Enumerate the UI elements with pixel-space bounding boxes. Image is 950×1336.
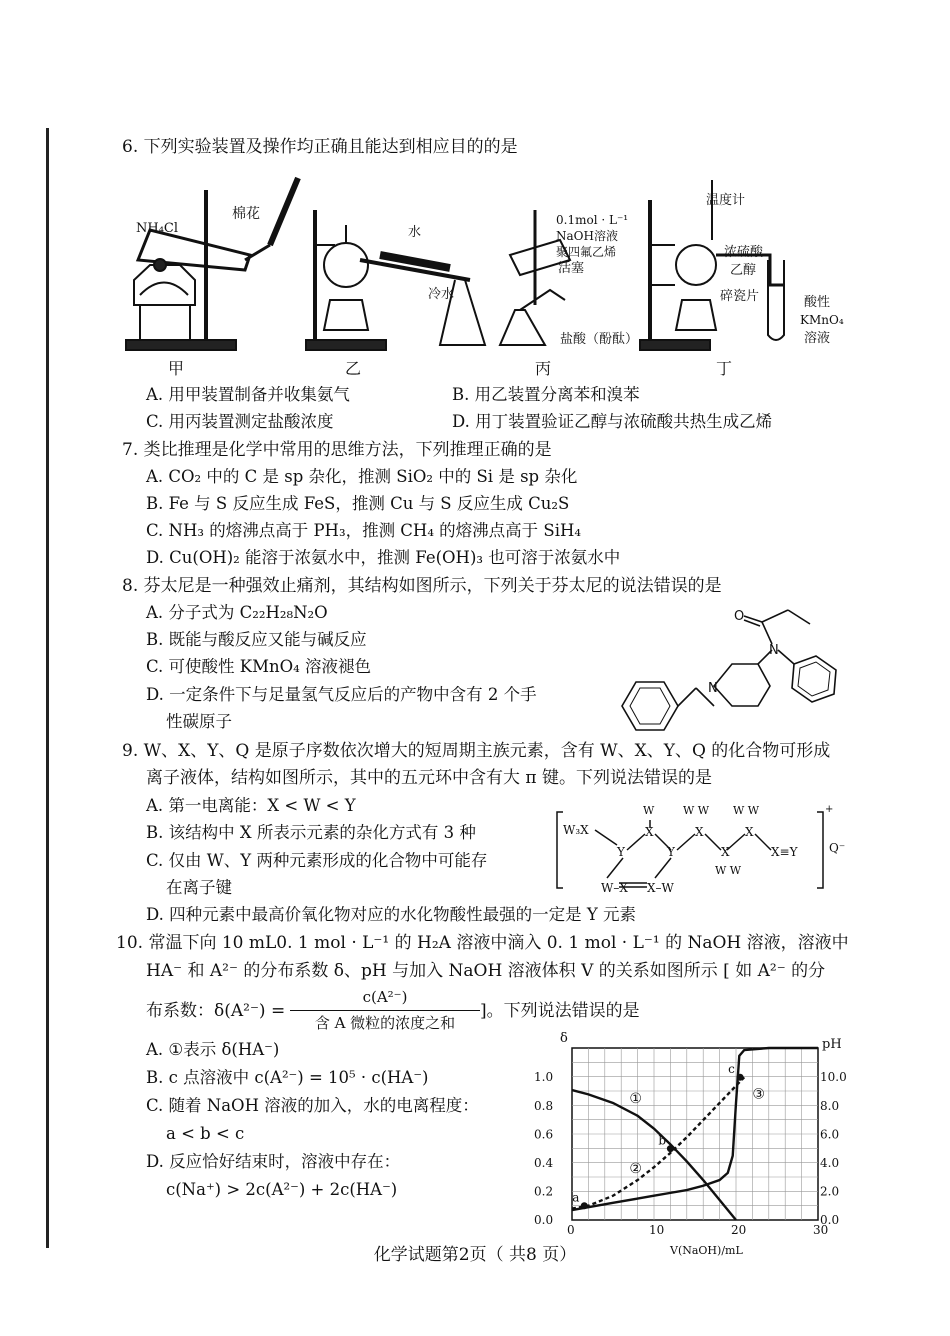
- label-naoh: NaOH溶液: [556, 229, 618, 243]
- y-left-tick-label: 0.6: [534, 1127, 554, 1142]
- q9-stem-line2: 离子液体，结构如图所示，其中的五元环中含有大 π 键。下列说法错误的是: [146, 768, 712, 788]
- q9-option-a: A. 第一电离能：X < W < Y: [146, 796, 356, 815]
- q10-option-c: C. 随着 NaOH 溶液的加入，水的电离程度：: [146, 1096, 479, 1115]
- label-cotton: 棉花: [232, 206, 260, 222]
- ionic-liquid-structure: [555, 800, 855, 900]
- label-thermometer: 温度计: [706, 193, 746, 208]
- struct-xw: X–W: [647, 881, 674, 895]
- q10-option-c-cont: a < b < c: [166, 1124, 245, 1143]
- q8-option-d-cont: 性碳原子: [166, 712, 232, 731]
- struct-x-3: X: [745, 825, 754, 839]
- x-tick-label: 10: [649, 1223, 665, 1237]
- q7-option-a: A. CO₂ 中的 C 是 sp 杂化，推测 SiO₂ 中的 Si 是 sp 杂化: [146, 467, 578, 486]
- y-right-tick-label: 0.0: [820, 1213, 840, 1227]
- margin-line: [46, 128, 49, 1248]
- q8-stem: 8. 芬太尼是一种强效止痛剂，其结构如图所示，下列关于芬太尼的说法错误的是: [122, 576, 722, 596]
- y-right-tick-label: 6.0: [820, 1127, 840, 1142]
- label-naoh-conc: 0.1mol · L⁻¹: [556, 213, 629, 227]
- struct-y-right: Y: [667, 845, 675, 859]
- struct-ww-3: W W: [733, 804, 760, 817]
- label-hcl: 盐酸（酚酞）: [560, 332, 639, 347]
- q9-stem-line1: 9. W、X、Y、Q 是原子序数依次增大的短周期主族元素，含有 W、X、Y、Q 的化合物可形成: [122, 741, 831, 761]
- q8-option-d: D. 一定条件下与足量氢气反应后的产物中含有 2 个手: [146, 685, 537, 704]
- q10-option-b: B. c 点溶液中 c(A²⁻) = 10⁵ · c(HA⁻): [146, 1068, 429, 1087]
- series-label-2: ②: [629, 1160, 642, 1177]
- fraction-numerator: c(A²⁻): [362, 988, 408, 1006]
- x-tick-label: 0: [567, 1223, 575, 1237]
- struct-wx: W–X: [601, 881, 628, 895]
- app-name-jia: 甲: [168, 359, 185, 378]
- y-right-tick-label: 2.0: [820, 1184, 840, 1199]
- point-label-c: c: [728, 1062, 735, 1077]
- q10-option-d: D. 反应恰好结束时，溶液中存在：: [146, 1152, 401, 1171]
- atom-o: O: [734, 609, 745, 624]
- point-label-a: a: [572, 1190, 580, 1205]
- y-left-tick-label: 0.0: [534, 1213, 554, 1227]
- label-cold-water: 冷水: [428, 287, 455, 302]
- y-left-tick-label: 0.8: [534, 1098, 554, 1113]
- fraction-bar: [290, 1010, 480, 1011]
- q7-option-b: B. Fe 与 S 反应生成 FeS，推测 Cu 与 S 反应生成 Cu₂S: [146, 494, 570, 513]
- apparatus-figure: [120, 170, 940, 370]
- q6-option-b: B. 用乙装置分离苯和溴苯: [452, 385, 640, 404]
- q10-stem-line3b: ]。下列说法错误的是: [480, 1001, 640, 1021]
- q9-option-d: D. 四种元素中最高价氧化物对应的水化物酸性最强的一定是 Y 元素: [146, 905, 637, 924]
- fraction-denominator: 含 A 微粒的浓度之和: [314, 1014, 456, 1032]
- q10-stem-line2: HA⁻ 和 A²⁻ 的分布系数 δ、pH 与加入 NaOH 溶液体积 V 的关系如图所示 [ 如 A²⁻ 的分: [146, 961, 826, 981]
- q10-stem-line3a: 布系数：δ(A²⁻) =: [146, 1001, 286, 1021]
- page-footer: 化学试题第2页（ 共8 页）: [373, 1245, 577, 1265]
- app-name-bing: 丙: [535, 359, 552, 378]
- y-left-tick-label: 1.0: [534, 1070, 554, 1085]
- struct-ww-1: W W: [683, 804, 710, 817]
- q8-option-b: B. 既能与酸反应又能与碱反应: [146, 630, 367, 649]
- label-chips: 碎瓷片: [720, 289, 760, 304]
- y-axis-right-label: pH: [822, 1037, 842, 1052]
- q9-option-b: B. 该结构中 X 所表示元素的杂化方式有 3 种: [146, 823, 476, 842]
- q6-option-d: D. 用丁装置验证乙醇与浓硫酸共热生成乙烯: [452, 412, 773, 431]
- struct-ww-2: W W: [715, 864, 742, 877]
- label-kmno4-sol: 溶液: [804, 331, 831, 346]
- struct-x-1: X: [695, 825, 704, 839]
- q9-option-c: C. 仅由 W、Y 两种元素形成的化合物中可能存: [146, 851, 488, 870]
- label-kmno4: KMnO₄: [800, 313, 844, 327]
- q7-stem: 7. 类比推理是化学中常用的思维方法，下列推理正确的是: [122, 440, 552, 460]
- label-kmno4-acid: 酸性: [804, 295, 831, 310]
- struct-plus: +: [825, 804, 834, 815]
- struct-w3x: W₃X: [563, 823, 589, 837]
- series-label-3: ③: [752, 1086, 765, 1103]
- struct-x-ring: X: [645, 825, 654, 839]
- x-tick-label: 20: [731, 1223, 747, 1237]
- y-right-tick-label: 4.0: [820, 1155, 840, 1170]
- label-ptfe: 聚四氟乙烯: [556, 245, 617, 259]
- atom-n-amide: N: [769, 643, 779, 658]
- y-axis-left-label: δ: [560, 1031, 568, 1046]
- label-ethanol: 乙醇: [730, 263, 757, 278]
- y-left-tick-label: 0.2: [534, 1184, 554, 1199]
- distribution-ph-chart: [530, 1028, 850, 1258]
- q6-option-a: A. 用甲装置制备并收集氨气: [146, 385, 350, 404]
- app-name-yi: 乙: [345, 359, 362, 378]
- q6-option-c: C. 用丙装置测定盐酸浓度: [146, 412, 334, 431]
- chart-ticks-group: [534, 1070, 847, 1237]
- point-c: [737, 1074, 744, 1081]
- q6-stem: 6. 下列实验装置及操作均正确且能达到相应目的的是: [122, 137, 518, 157]
- q10-option-d-cont: c(Na⁺) > 2c(A²⁻) + 2c(HA⁻): [166, 1180, 398, 1199]
- label-h2so4: 浓硫酸: [724, 245, 764, 260]
- point-label-b: b: [658, 1133, 667, 1148]
- label-water: 水: [408, 225, 422, 240]
- fentanyl-structure: [610, 598, 850, 738]
- y-right-tick-label: 10.0: [820, 1070, 847, 1085]
- struct-q: Q⁻: [829, 841, 846, 855]
- q10-option-a: A. ①表示 δ(HA⁻): [146, 1040, 280, 1059]
- series-label-1: ①: [629, 1090, 642, 1107]
- atom-n-ring: N: [708, 681, 718, 696]
- q8-option-c: C. 可使酸性 KMnO₄ 溶液褪色: [146, 657, 372, 676]
- y-right-tick-label: 8.0: [820, 1098, 840, 1113]
- q7-option-c: C. NH₃ 的熔沸点高于 PH₃，推测 CH₄ 的熔沸点高于 SiH₄: [146, 521, 582, 540]
- struct-x-2: X: [721, 845, 730, 859]
- label-stopcock: 活塞: [558, 261, 585, 276]
- q9-option-c-cont: 在离子键: [166, 878, 232, 897]
- point-a: [581, 1202, 588, 1209]
- q8-option-a: A. 分子式为 C₂₂H₂₈N₂O: [146, 603, 328, 622]
- struct-w-top: W: [643, 804, 655, 817]
- chart-grid: [572, 1048, 818, 1220]
- struct-xy: X≡Y: [771, 845, 798, 859]
- q10-stem-line1: 10. 常温下向 10 mL0. 1 mol · L⁻¹ 的 H₂A 溶液中滴入 0. 1 mol · L⁻¹ 的 NaOH 溶液，溶液中: [116, 933, 849, 953]
- app-name-ding: 丁: [716, 359, 733, 378]
- label-nh4cl: NH₄Cl: [136, 221, 179, 236]
- x-tick-label: 30: [813, 1223, 829, 1237]
- struct-y-left: Y: [617, 845, 625, 859]
- x-axis-label: V(NaOH)/mL: [670, 1244, 743, 1257]
- y-left-tick-label: 0.4: [534, 1155, 554, 1170]
- point-b: [667, 1145, 674, 1152]
- q7-option-d: D. Cu(OH)₂ 能溶于浓氨水中，推测 Fe(OH)₃ 也可溶于浓氨水中: [146, 548, 621, 567]
